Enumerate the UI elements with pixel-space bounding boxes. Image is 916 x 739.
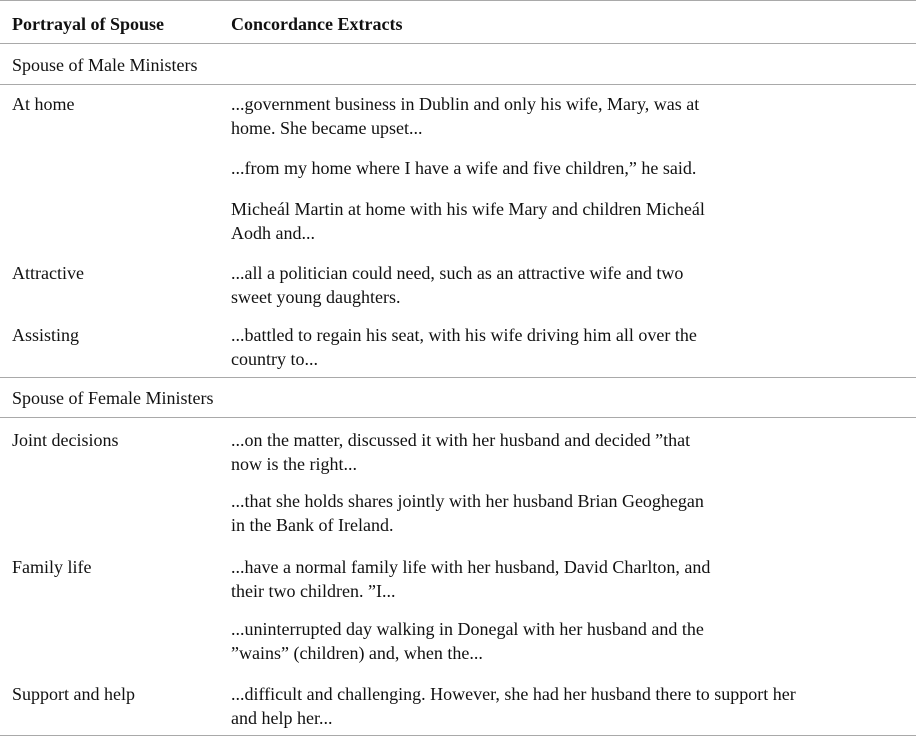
extract-line: and help her... [231, 708, 333, 728]
section-divider-rule [0, 377, 916, 378]
extract-line: ...have a normal family life with her husband, David Charlton, and [231, 557, 711, 577]
section-rule-female [0, 417, 916, 418]
extract-line: ...all a politician could need, such as an attractive wife and two [231, 263, 684, 283]
extract-line: Aodh and... [231, 223, 315, 243]
extract-at-home-3 [231, 197, 911, 245]
extract-line: ...that she holds shares jointly with her husband Brian Geoghegan [231, 491, 704, 511]
table-bottom-rule [0, 735, 916, 736]
extract-line: in the Bank of Ireland. [231, 515, 394, 535]
extract-line: ...battled to regain his seat, with his wife driving him all over the [231, 325, 697, 345]
extract-line: ...on the matter, discussed it with her husband and decided ”that [231, 430, 691, 450]
extract-joint-decisions-1 [231, 428, 911, 476]
extract-attractive-1 [231, 261, 911, 309]
section-title-male: Spouse of Male Ministers [12, 55, 198, 75]
extract-joint-decisions-2 [231, 489, 911, 537]
extract-line: ”wains” (children) and, when the... [231, 643, 483, 663]
extract-line: ...difficult and challenging. However, she had her husband there to support her [231, 684, 796, 704]
extract-line: sweet young daughters. [231, 287, 401, 307]
category-support-and-help: Support and help [12, 684, 135, 704]
extract-line: country to... [231, 349, 318, 369]
header-extracts: Concordance Extracts [231, 14, 403, 34]
extract-at-home-2 [231, 156, 911, 180]
extract-family-life-1 [231, 555, 911, 603]
extract-line: Micheál Martin at home with his wife Mary and children Micheál [231, 199, 705, 219]
table-top-rule [0, 0, 916, 1]
category-attractive: Attractive [12, 263, 84, 283]
extract-line: home. She became upset... [231, 118, 423, 138]
extract-line: ...from my home where I have a wife and five children,” he said. [231, 158, 697, 178]
extract-family-life-2 [231, 617, 911, 665]
extract-line: their two children. ”I... [231, 581, 396, 601]
extract-line: ...government business in Dublin and only his wife, Mary, was at [231, 94, 700, 114]
extract-at-home-1 [231, 92, 911, 140]
extract-line: now is the right... [231, 454, 357, 474]
header-portrayal: Portrayal of Spouse [12, 14, 164, 34]
extract-support-and-help-1 [231, 682, 911, 730]
category-joint-decisions: Joint decisions [12, 430, 119, 450]
category-assisting: Assisting [12, 325, 80, 345]
category-at-home: At home [12, 94, 75, 114]
extract-assisting-1 [231, 323, 911, 371]
section-rule-male [0, 84, 916, 85]
header-rule [0, 43, 916, 44]
category-family-life: Family life [12, 557, 92, 577]
section-title-female: Spouse of Female Ministers [12, 388, 214, 408]
extract-line: ...uninterrupted day walking in Donegal with her husband and the [231, 619, 704, 639]
